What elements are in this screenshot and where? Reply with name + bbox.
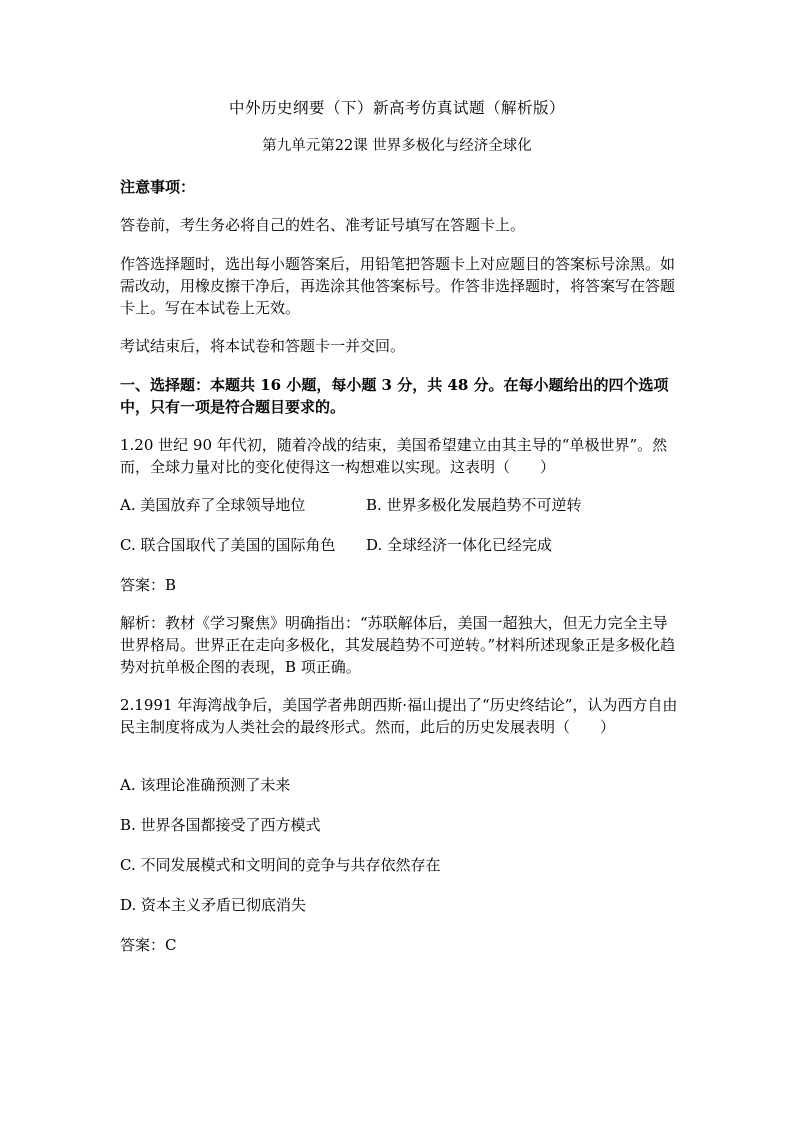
notice-item-3: 考试结束后，将本试卷和答题卡一并交回。 bbox=[120, 337, 406, 355]
question-2-option-d: D. 资本主义矛盾已彻底消失 bbox=[120, 896, 307, 914]
question-1-stem: 1.20 世纪 90 年代初，随着冷战的结束，美国希望建立由其主导的“单极世界”。然而，全球力量对比的变化使得这一构想难以实现。这表明（ ） bbox=[120, 436, 668, 476]
notice-item-1: 答卷前，考生务必将自己的姓名、准考证号填写在答题卡上。 bbox=[120, 216, 526, 234]
question-1-option-a: A. 美国放弃了全球领导地位 bbox=[120, 496, 306, 514]
question-1-option-c: C. 联合国取代了美国的国际角色 bbox=[120, 536, 336, 554]
question-2-option-c: C. 不同发展模式和文明间的竞争与共存依然存在 bbox=[120, 856, 441, 874]
question-1-options-row-2 bbox=[120, 534, 680, 556]
question-2-option-a: A. 该理论准确预测了未来 bbox=[120, 776, 291, 794]
document-subtitle: 第九单元第22课 世界多极化与经济全球化 bbox=[262, 138, 532, 154]
question-2-stem: 2.1991 年海湾战争后，美国学者弗朗西斯·福山提出了“历史终结论”，认为西方自由民主制度将成为人类社会的最终形式。然而，此后的历史发展表明（ ） bbox=[120, 696, 678, 736]
question-1-option-d: D. 全球经济一体化已经完成 bbox=[366, 536, 553, 554]
question-1-option-b: B. 世界多极化发展趋势不可逆转 bbox=[366, 496, 582, 514]
question-2-option-b: B. 世界各国都接受了西方模式 bbox=[120, 816, 321, 834]
question-1-options-row-1 bbox=[120, 494, 680, 516]
question-1-answer: 答案：B bbox=[120, 576, 177, 594]
document-title: 中外历史纲要（下）新高考仿真试题（解析版） bbox=[228, 99, 565, 117]
notice-item-2: 作答选择题时，选出每小题答案后，用铅笔把答题卡上对应题目的答案标号涂黑。如需改动，用橡皮擦干净后，再选涂其他答案标号。作答非选择题时，将答案写在答题卡上。写在本试卷上无效。 bbox=[120, 255, 676, 317]
question-1-analysis: 解析：教材《学习聚焦》明确指出：“苏联解体后，美国一超独大，但无力完全主导世界格局。世界正在走向多极化，其发展趋势不可逆转。”材料所述现象正是多极化趋势对抗单极企图的表现，B 项正确。 bbox=[120, 614, 676, 676]
section-heading: 一、选择题：本题共 16 小题，每小题 3 分，共 48 分。在每小题给出的四个选项中，只有一项是符合题目要求的。 bbox=[120, 376, 669, 416]
notice-heading: 注意事项： bbox=[120, 178, 196, 196]
question-2-answer: 答案：C bbox=[120, 936, 177, 954]
